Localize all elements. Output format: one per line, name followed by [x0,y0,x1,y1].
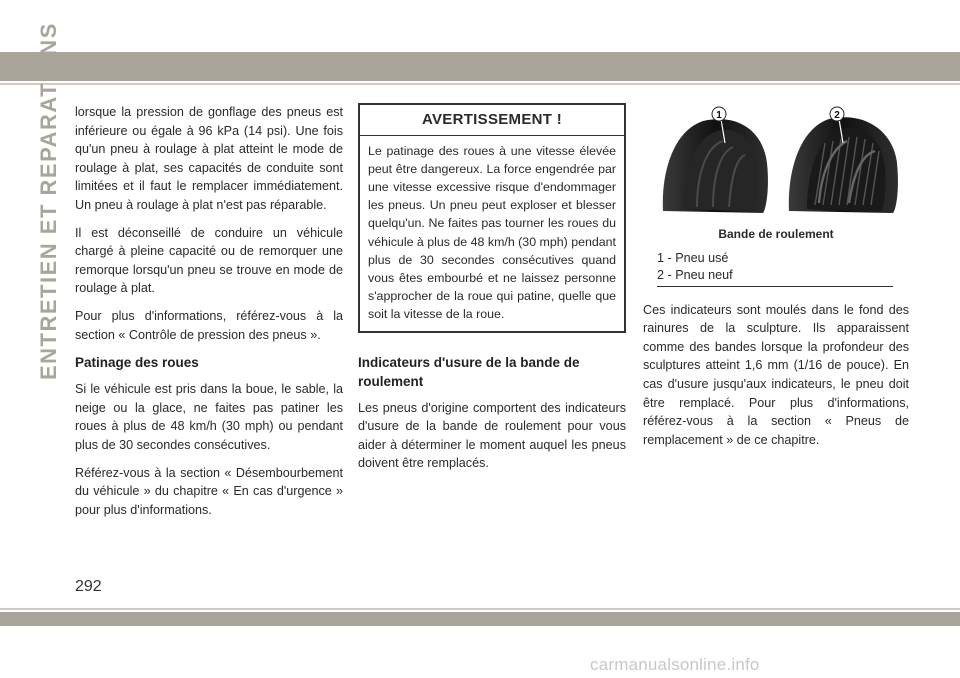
column-middle [358,103,626,482]
warning-title: AVERTISSEMENT ! [360,105,624,136]
paragraph: lorsque la pression de gonflage des pneus est inférieure ou égale à 96 kPa (14 psi). Une fois qu'un pneu à roulage à plat atteint le mode de roulage à plat, ses capacités de conduite sont limitées et il faut le remplacer immédiatement. Un pneu à roulage à plat n'est pas réparable. [75,105,343,212]
column-right [643,103,909,458]
worn-tire-image [663,119,768,213]
paragraph: Pour plus d'informations, référez-vous à la section « Contrôle de pression des pneus ». [75,308,343,342]
section-heading-patinage: Patinage des roues [75,355,199,371]
svg-text:2: 2 [834,110,840,121]
header-band [0,52,960,81]
page-number: 292 [75,578,102,595]
section-side-title: ENTRETIEN ET REPARATIONS [36,22,61,380]
paragraph: Si le véhicule est pris dans la boue, le sable, la neige ou la glace, ne faites pas patiner les roues à plus de 48 km/h (30 mph) ou pendant plus de 30 secondes consécutives. [75,382,343,452]
legend-item-new: 2 - Pneu neuf [657,267,733,282]
paragraph: Ces indicateurs sont moulés dans le fond des rainures de la sculpture. Ils apparaissent comme des bandes lorsque la profondeur des sculptures atteint 1,6 mm (1/16 de pouce). En cas d'usure jusqu'aux indicateurs, le pneu doit être remplacé. Pour plus d'informations, référez-vous à la section « Pneus de remplacement » de ce chapitre. [643,302,909,447]
warning-box [358,103,626,333]
svg-text:1: 1 [716,110,722,121]
warning-text: Le patinage des roues à une vitesse élevée peut être dangereux. La force engendrée par une vitesse excessive risque d'endommager les pneus. Un pneu peut exploser et blesser quelqu'un. Ne faites pas tourner les roues du véhicule à plus de 48 km/h (30 mph) pendant plus de 30 secondes consécutives quand vous êtes embourbé et ne laissez personne s'approcher de la roue qui patine, quelle que soit la vitesse de la roue. [368,143,616,322]
watermark: carmanualsonline.info [590,655,760,674]
section-heading-indicateurs: Indicateurs d'usure de la bande de roulement [358,354,580,389]
paragraph: Référez-vous à la section « Désembourbement du véhicule » du chapitre « En cas d'urgence » pour plus d'informations. [75,465,343,517]
legend-divider [657,286,893,287]
paragraph: Les pneus d'origine comportent des indicateurs d'usure de la bande de roulement pour vous aider à déterminer le moment auquel les pneus doivent être remplacés. [358,400,626,471]
new-tire-image [789,117,898,213]
paragraph: Il est déconseillé de conduire un véhicule chargé à pleine capacité ou de remorquer une remorque lorsqu'un pneu se trouve en mode de roulage à plat. [75,225,343,296]
footer-rule [0,608,960,610]
tire-illustration [643,103,909,221]
figure-caption: Bande de roulement [718,227,834,241]
column-left [75,103,343,528]
legend-item-worn: 1 - Pneu usé [657,250,729,265]
header-rule [0,83,960,85]
footer-band [0,612,960,626]
tire-figure [643,103,909,221]
